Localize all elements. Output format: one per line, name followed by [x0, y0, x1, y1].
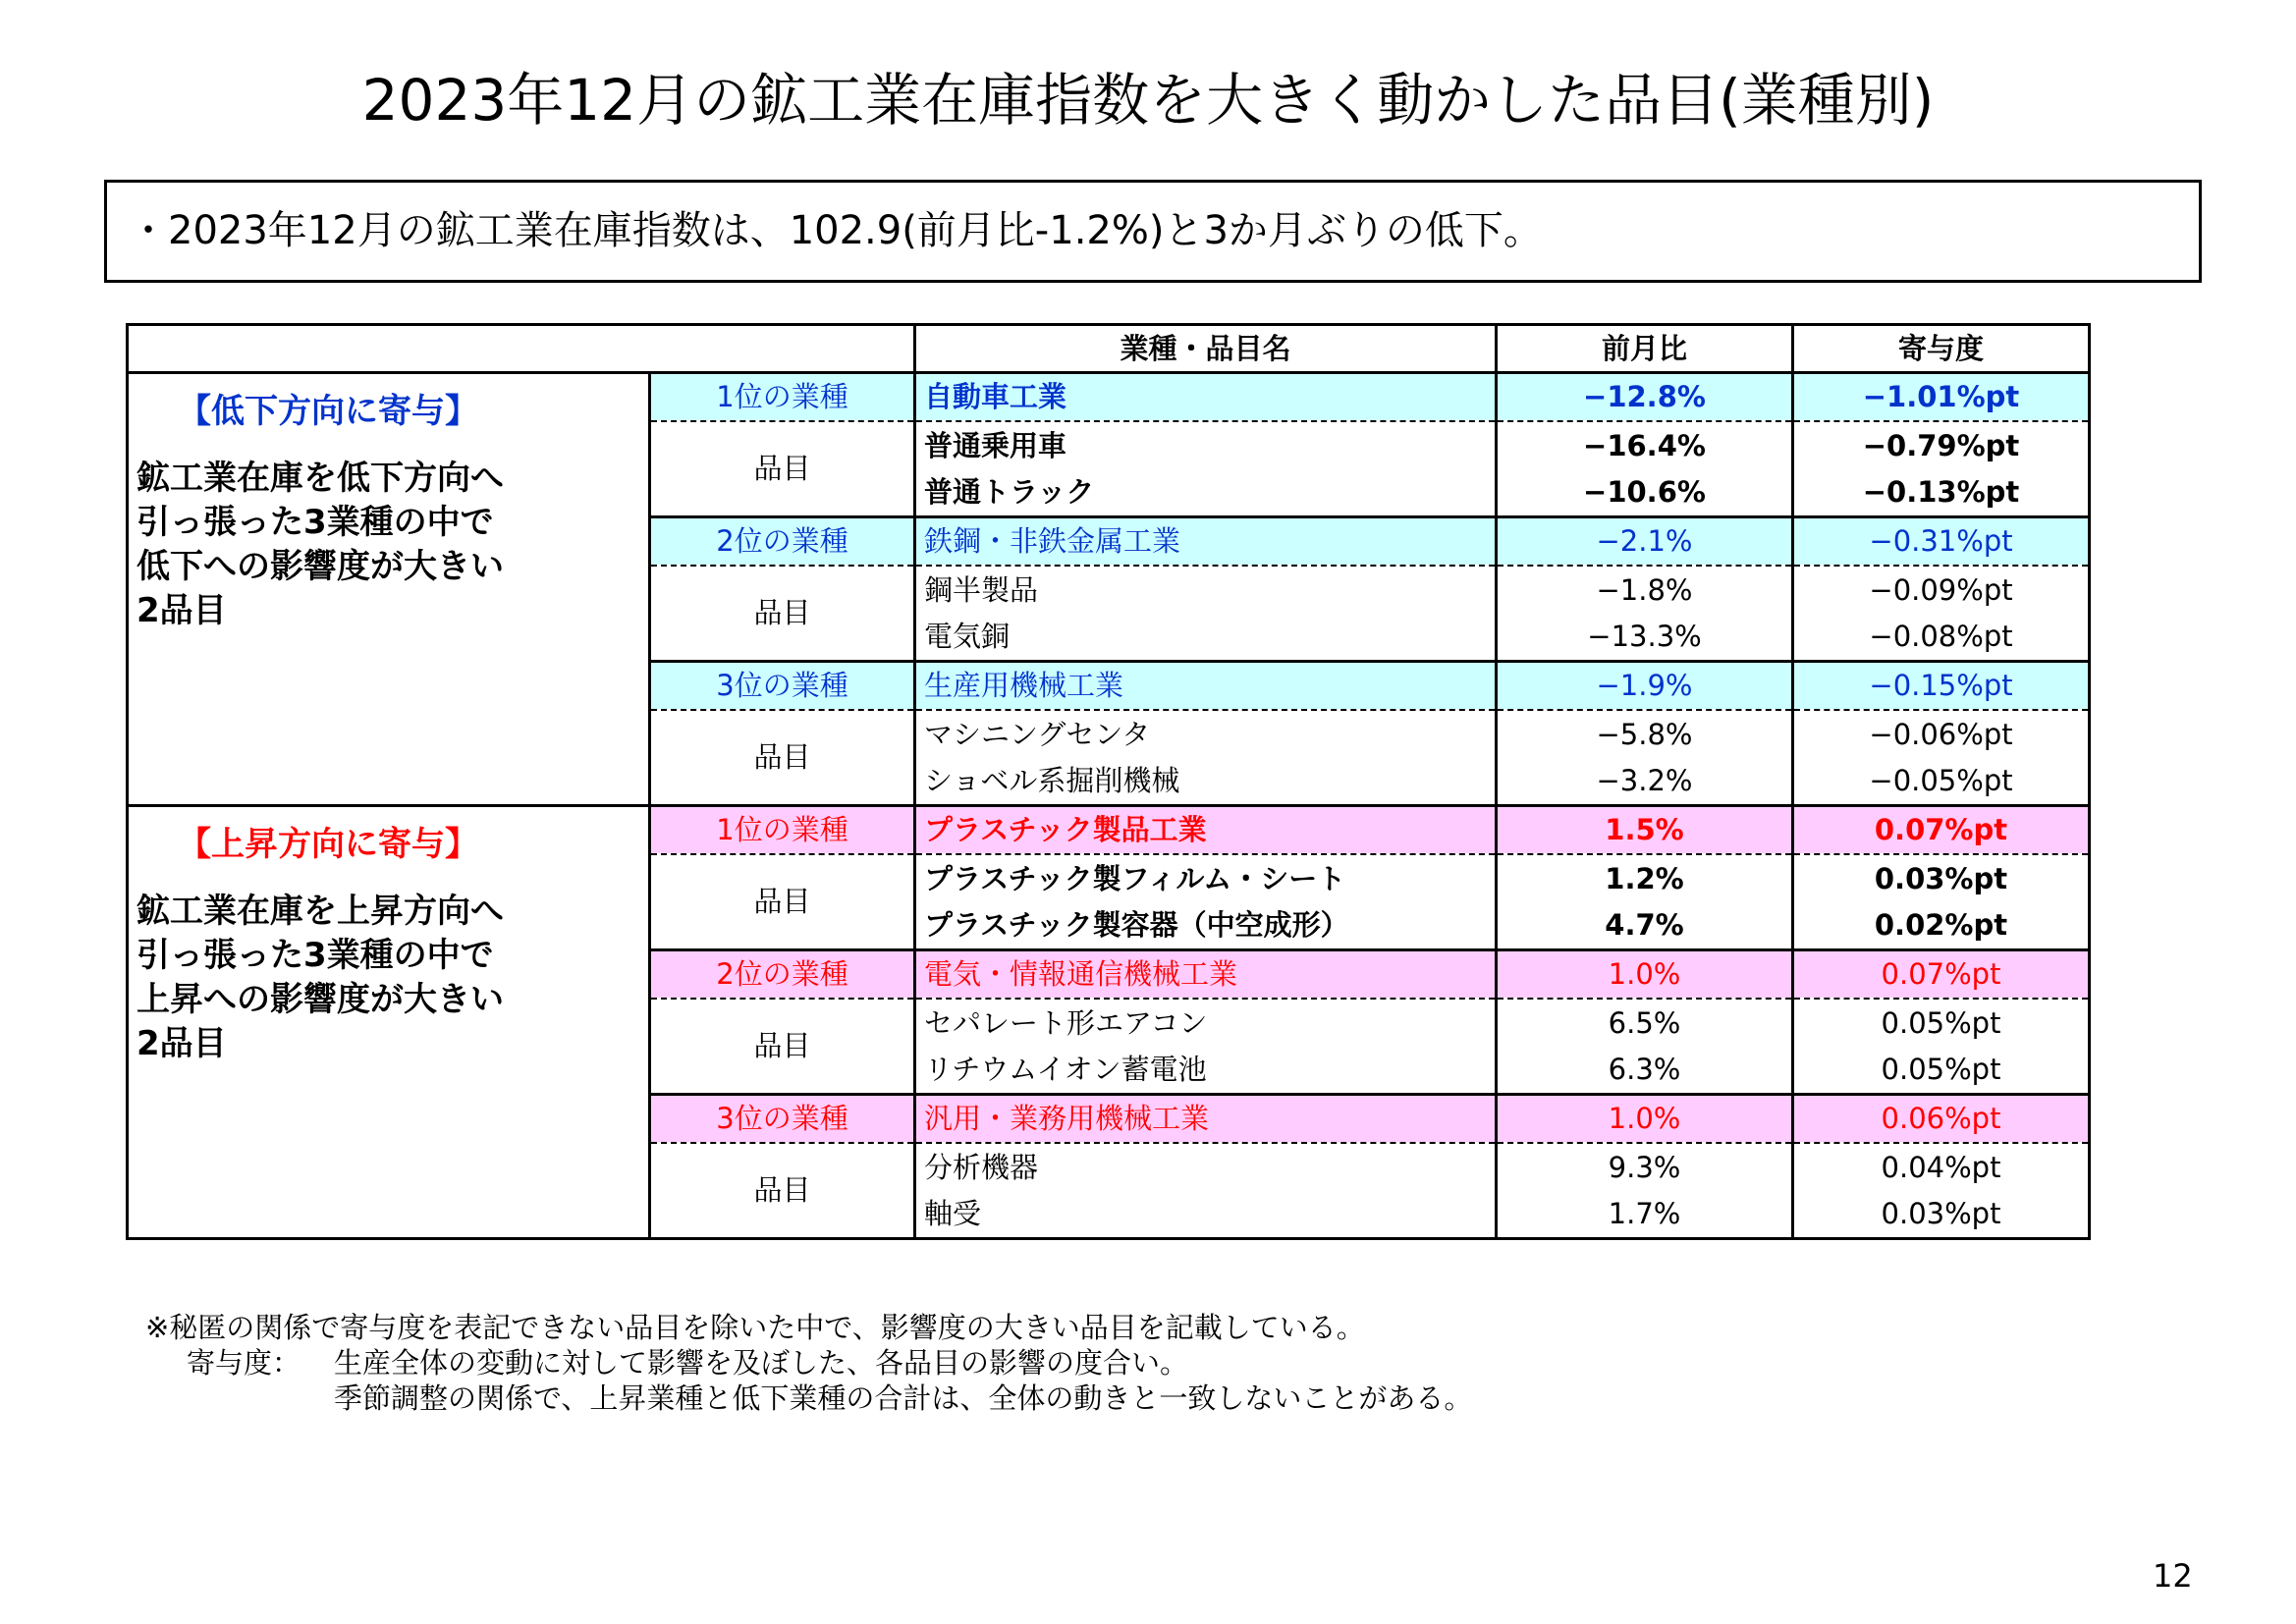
category-rank: 3位の業種 [650, 1095, 915, 1143]
category-mom: −2.1% [1497, 517, 1793, 566]
item-mom: −16.4% [1497, 421, 1793, 469]
category-row [128, 373, 2090, 421]
category-mom: 1.0% [1497, 1095, 1793, 1143]
item-mom: 1.7% [1497, 1191, 1793, 1239]
category-name: 生産用機械工業 [915, 662, 1497, 710]
category-mom: 1.0% [1497, 950, 1793, 999]
category-contrib: −0.31%pt [1793, 517, 2090, 566]
down-description: 鉱工業在庫を低下方向へ 引っ張った3業種の中で 低下への影響度が大きい 2品目 [137, 459, 504, 630]
category-row [128, 806, 2090, 854]
item-mom: 1.2% [1497, 854, 1793, 902]
category-contrib: −0.15%pt [1793, 662, 2090, 710]
summary-box: ・2023年12月の鉱工業在庫指数は、102.9(前月比-1.2%)と3か月ぶりの低下。 [104, 180, 2202, 283]
item-contrib: −0.13%pt [1793, 469, 2090, 517]
item-name: 鋼半製品 [915, 566, 1497, 614]
item-contrib: −0.06%pt [1793, 710, 2090, 758]
item-mom: 9.3% [1497, 1143, 1793, 1191]
category-contrib: 0.07%pt [1793, 950, 2090, 999]
category-name: 汎用・業務用機械工業 [915, 1095, 1497, 1143]
item-name: セパレート形エアコン [915, 999, 1497, 1047]
category-contrib: 0.07%pt [1793, 806, 2090, 854]
category-name: 鉄鋼・非鉄金属工業 [915, 517, 1497, 566]
category-rank: 1位の業種 [650, 806, 915, 854]
item-contrib: −0.05%pt [1793, 758, 2090, 806]
category-rank: 1位の業種 [650, 373, 915, 421]
page-title: 2023年12月の鉱工業在庫指数を大きく動かした品目(業種別) [361, 67, 1935, 134]
item-mom: −10.6% [1497, 469, 1793, 517]
category-mom: −12.8% [1497, 373, 1793, 421]
item-mom: 6.5% [1497, 999, 1793, 1047]
item-contrib: 0.05%pt [1793, 1047, 2090, 1095]
header-contrib: 寄与度 [1793, 325, 2090, 373]
item-mom: −3.2% [1497, 758, 1793, 806]
item-name: プラスチック製容器（中空成形） [915, 902, 1497, 950]
item-name: 電気銅 [915, 614, 1497, 662]
footnote-3: 季節調整の関係で、上昇業種と低下業種の合計は、全体の動きと一致しないことがある。 [334, 1381, 1473, 1415]
category-name: 自動車工業 [915, 373, 1497, 421]
item-mom: −5.8% [1497, 710, 1793, 758]
item-contrib: 0.03%pt [1793, 1191, 2090, 1239]
header-blank [128, 325, 915, 373]
footnote-2-label: 寄与度： [187, 1346, 301, 1380]
item-name: リチウムイオン蓄電池 [915, 1047, 1497, 1095]
category-rank: 2位の業種 [650, 950, 915, 999]
item-label: 品目 [650, 421, 915, 517]
header-mom: 前月比 [1497, 325, 1793, 373]
item-name: 分析機器 [915, 1143, 1497, 1191]
header-row [128, 325, 2090, 373]
up-tag: 【上昇方向に寄与】 [178, 825, 478, 864]
category-rank: 3位の業種 [650, 662, 915, 710]
category-mom: −1.9% [1497, 662, 1793, 710]
item-mom: −13.3% [1497, 614, 1793, 662]
item-contrib: 0.02%pt [1793, 902, 2090, 950]
item-name: 軸受 [915, 1191, 1497, 1239]
item-label: 品目 [650, 854, 915, 950]
item-name: ショベル系掘削機械 [915, 758, 1497, 806]
category-name: プラスチック製品工業 [915, 806, 1497, 854]
item-contrib: 0.05%pt [1793, 999, 2090, 1047]
item-contrib: 0.04%pt [1793, 1143, 2090, 1191]
item-mom: 4.7% [1497, 902, 1793, 950]
item-contrib: 0.03%pt [1793, 854, 2090, 902]
item-label: 品目 [650, 710, 915, 806]
item-name: プラスチック製フィルム・シート [915, 854, 1497, 902]
category-mom: 1.5% [1497, 806, 1793, 854]
header-name: 業種・品目名 [915, 325, 1497, 373]
category-rank: 2位の業種 [650, 517, 915, 566]
item-contrib: −0.09%pt [1793, 566, 2090, 614]
category-contrib: 0.06%pt [1793, 1095, 2090, 1143]
footnote-2 [145, 1345, 1472, 1380]
up-description: 鉱工業在庫を上昇方向へ 引っ張った3業種の中で 上昇への影響度が大きい 2品目 [137, 892, 504, 1063]
down-tag: 【低下方向に寄与】 [178, 392, 478, 431]
item-mom: 6.3% [1497, 1047, 1793, 1095]
footnotes [145, 1310, 1472, 1416]
footnote-1: ※秘匿の関係で寄与度を表記できない品目を除いた中で、影響度の大きい品目を記載している。 [145, 1311, 1365, 1344]
category-name: 電気・情報通信機械工業 [915, 950, 1497, 999]
item-name: 普通乗用車 [915, 421, 1497, 469]
up-description-cell [128, 806, 650, 1239]
item-contrib: −0.08%pt [1793, 614, 2090, 662]
item-label: 品目 [650, 999, 915, 1095]
footnote-2-text: 生産全体の変動に対して影響を及ぼした、各品目の影響の度合い。 [334, 1346, 1189, 1380]
contribution-table [126, 323, 2091, 1240]
item-label: 品目 [650, 1143, 915, 1239]
item-name: マシニングセンタ [915, 710, 1497, 758]
item-name: 普通トラック [915, 469, 1497, 517]
category-contrib: −1.01%pt [1793, 373, 2090, 421]
item-contrib: −0.79%pt [1793, 421, 2090, 469]
item-label: 品目 [650, 566, 915, 662]
down-description-cell [128, 373, 650, 806]
page-number: 12 [2153, 1557, 2193, 1595]
item-mom: −1.8% [1497, 566, 1793, 614]
